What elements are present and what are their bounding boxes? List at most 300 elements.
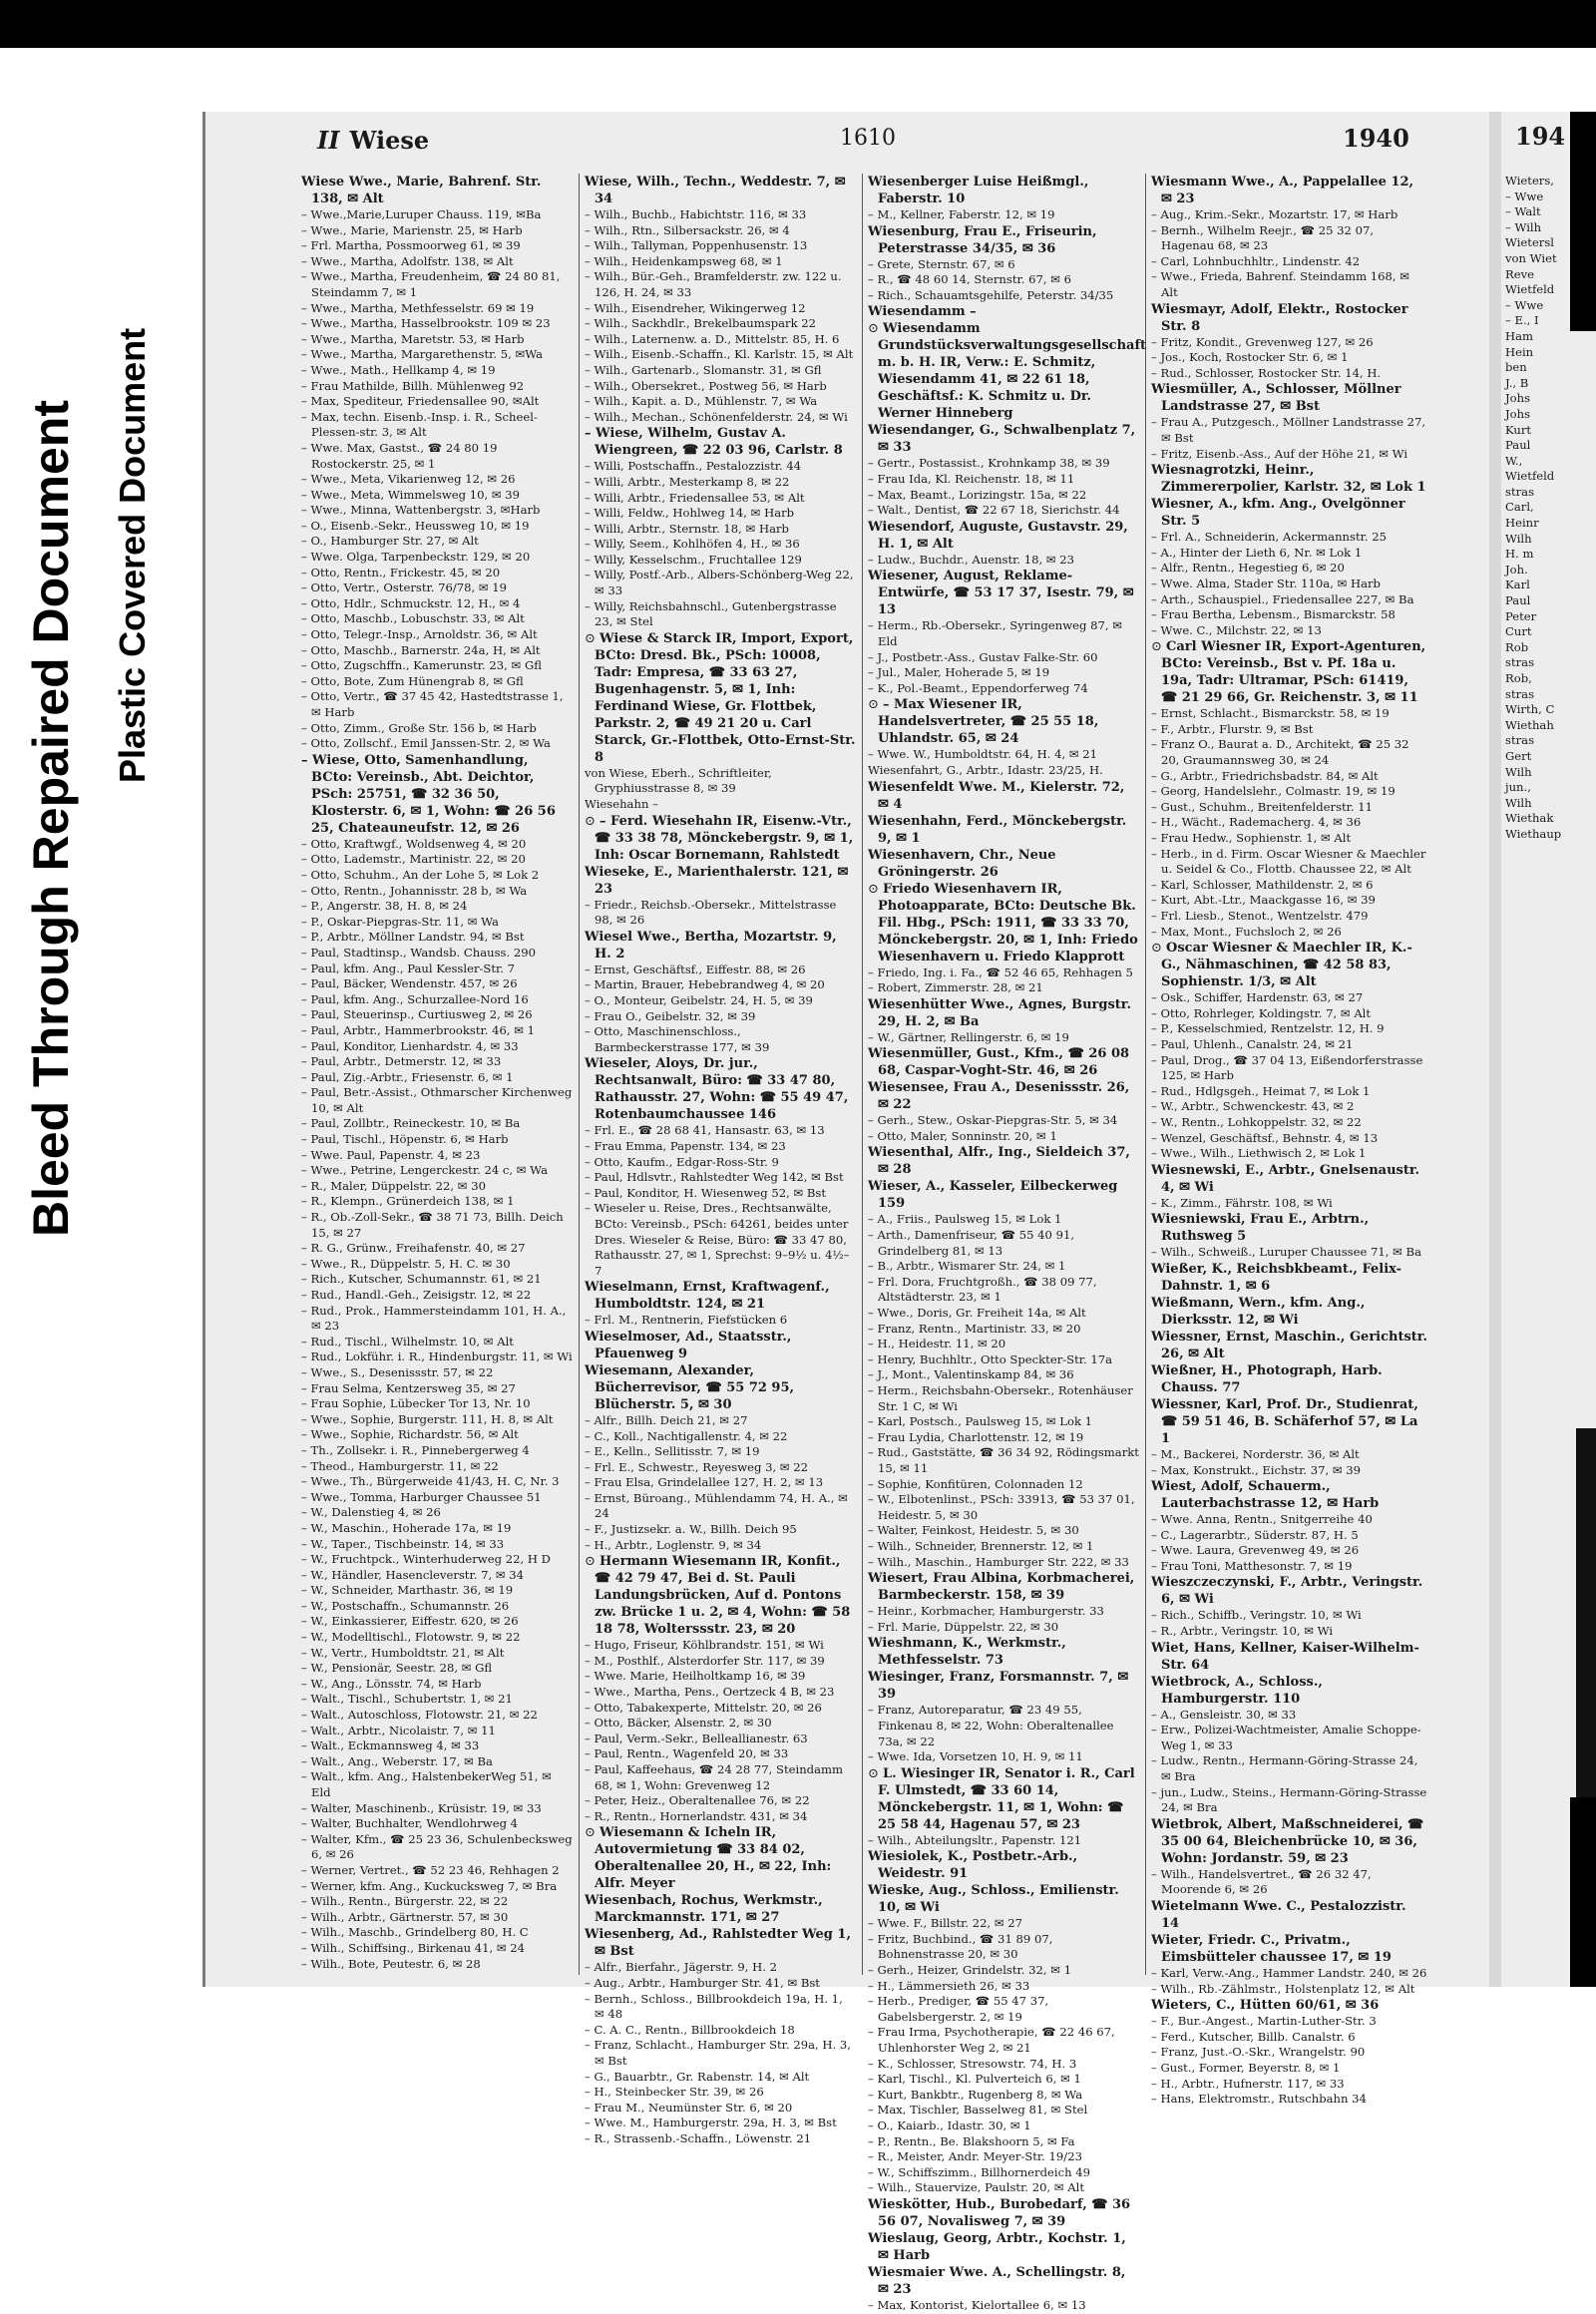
directory-entry: – Walt., Autoschloss, Flotowstr. 21, ✉ 22	[301, 1708, 538, 1723]
directory-entry: – Walter, Buchhalter, Wendlohrweg 4	[301, 1816, 519, 1831]
column-2	[585, 174, 856, 2145]
directory-entry: – Rich., Schauamtsgehilfe, Peterstr. 34/35	[868, 287, 1114, 302]
next-page-line: Carl,	[1505, 500, 1534, 515]
directory-entry: – Otto, Telegr.-Insp., Arnoldstr. 36, ✉ Alt	[301, 627, 538, 642]
directory-entry: – Wilh., Schneider, Brennerstr. 12, ✉ 1	[868, 1538, 1094, 1553]
directory-entry: Wiesehahn –	[585, 797, 658, 812]
directory-entry: – Heinr., Korbmacher, Hamburgerstr. 33	[868, 1604, 1104, 1619]
directory-entry: – Wilh., Maschin., Hamburger Str. 222, ✉ 33	[868, 1554, 1129, 1569]
directory-entry: – Georg, Handelslehr., Colmastr. 19, ✉ 19	[1151, 784, 1396, 799]
directory-entry: ⊙ Wiese & Starck IR, Import, Export, BCto: Dresd. Bk., PSch: 10008, Tadr: Empresa, ☎ 33 63 27, Bugenhagenstr. 5, ✉ 1, Inh: Ferdinand Wiese, Gr. Flottbek, Parkstr. 2, ☎ 49 21 20 u. Carl Starck, Gr.-Flottbek, Otto-Ernst-Str. 8	[585, 630, 856, 766]
directory-entry: – Frau Selma, Kentzersweg 35, ✉ 27	[301, 1380, 516, 1395]
next-page-line: Rob,	[1505, 671, 1532, 685]
directory-entry: – Rud., Tischl., Wilhelmstr. 10, ✉ Alt	[301, 1334, 514, 1349]
directory-entry: Wiesenburg, Frau E., Friseurin, Peterstrasse 34/35, ✉ 36	[868, 223, 1097, 256]
directory-entry: Wiesmayr, Adolf, Elektr., Rostocker Str. 8	[1151, 301, 1408, 334]
directory-entry: – Paul, Tischl., Höpenstr. 6, ✉ Harb	[301, 1132, 509, 1147]
directory-entry: – Kurt, Abt.-Ltr., Maackgasse 16, ✉ 39	[1151, 893, 1376, 908]
directory-entry: – Wwe. Ida, Vorsetzen 10, H. 9, ✉ 11	[868, 1749, 1083, 1764]
directory-entry: Wietbrock, A., Schloss., Hamburgerstr. 110	[1151, 1674, 1323, 1707]
column-rule	[579, 174, 580, 1975]
directory-entry: – Wwe., Th., Bürgerweide 41/43, H. C, Nr. 3	[301, 1474, 560, 1489]
directory-entry: Wiet, Hans, Kellner, Kaiser-Wilhelm-Str. 64	[1151, 1640, 1419, 1673]
directory-entry: – Alfr., Rentn., Hegestieg 6, ✉ 20	[1151, 561, 1345, 576]
directory-entry: Wietbrok, Albert, Maßschneiderei, ☎ 35 00 64, Bleichenbrücke 10, ✉ 36, Wohn: Jordanstr. 59, ✉ 23	[1151, 1816, 1424, 1866]
directory-entry: – jun., Ludw., Steins., Hermann-Göring-Strasse 24, ✉ Bra	[1151, 1784, 1427, 1815]
directory-entry: – Otto, Rentn., Frickestr. 45, ✉ 20	[301, 565, 501, 579]
directory-entry: – Wenzel, Geschäftsf., Behnstr. 4, ✉ 13	[1151, 1130, 1379, 1145]
directory-entry: – Fritz, Kondit., Grevenweg 127, ✉ 26	[1151, 334, 1374, 349]
directory-entry: – Paul, Bäcker, Wendenstr. 457, ✉ 26	[301, 976, 518, 991]
directory-entry: Wiesmüller, A., Schlosser, Möllner Landstrasse 27, ✉ Bst	[1151, 382, 1401, 415]
directory-entry: – Wilh., Schweiß., Luruper Chaussee 71, ✉ Ba	[1151, 1245, 1421, 1260]
directory-entry: – H., Wächt., Rademacherg. 4, ✉ 36	[1151, 815, 1362, 830]
directory-entry: – W., Ang., Lönsstr. 74, ✉ Harb	[301, 1676, 482, 1691]
directory-entry: – Arth., Damenfriseur, ☎ 55 40 91, Grindelberg 81, ✉ 13	[868, 1228, 1075, 1258]
directory-entry: – Wwe.,Marie,Luruper Chauss. 119, ✉Ba	[301, 207, 542, 221]
directory-entry: – Wwe. M., Hamburgerstr. 29a, H. 3, ✉ Bst	[585, 2116, 837, 2130]
directory-entry: – Otto, Lademstr., Martinistr. 22, ✉ 20	[301, 852, 526, 867]
next-page-line: Wietersl	[1505, 235, 1555, 250]
next-page-line: stras	[1505, 733, 1535, 748]
directory-entry: – Franz, Autoreparatur, ☎ 23 49 55, Finkenau 8, ✉ 22, Wohn: Oberaltenallee 73a, ✉ 22	[868, 1703, 1114, 1748]
directory-entry: – Otto, Schuhm., An der Lohe 5, ✉ Lok 2	[301, 867, 540, 882]
directory-entry: – Wwe., Martha, Maretstr. 53, ✉ Harb	[301, 331, 525, 346]
directory-entry: – W., Vertr., Humboldtstr. 21, ✉ Alt	[301, 1645, 505, 1660]
next-page-header: 194	[1515, 122, 1566, 151]
directory-entry: – Willy, Postf.-Arb., Albers-Schönberg-Weg 22, ✉ 33	[585, 568, 854, 598]
next-page-line: stras	[1505, 484, 1535, 499]
directory-entry: – Paul, Betr.-Assist., Othmarscher Kirchenweg 10, ✉ Alt	[301, 1085, 573, 1115]
directory-entry: – Wwe. Paul, Papenstr. 4, ✉ 23	[301, 1147, 481, 1162]
directory-entry: – Gust., Schuhm., Breitenfelderstr. 11	[1151, 799, 1374, 814]
page-header	[205, 126, 1492, 160]
directory-entry: – Peter, Heiz., Oberaltenallee 76, ✉ 22	[585, 1793, 810, 1808]
directory-entry: – P., Angerstr. 38, H. 8, ✉ 24	[301, 899, 468, 914]
next-page-line: Gert	[1505, 748, 1532, 763]
directory-entry: – Wilh., Rtn., Silbersackstr. 26, ✉ 4	[585, 222, 790, 237]
directory-entry: – Karl, Verw.-Ang., Hammer Landstr. 240, ✉ 26	[1151, 1966, 1427, 1980]
directory-entry: Wiesel Wwe., Bertha, Mozartstr. 9, H. 2	[585, 929, 837, 962]
directory-entry: – H., Steinbecker Str. 39, ✉ 26	[585, 2085, 764, 2100]
directory-entry: Wiesner, A., kfm. Ang., Ovelgönner Str. 5	[1151, 497, 1405, 530]
directory-entry: – C. A. C., Rentn., Billbrookdeich 18	[585, 2022, 795, 2037]
directory-entry: Wietelmann Wwe. C., Pestalozzistr. 14	[1151, 1899, 1406, 1931]
directory-entry: – Frau Mathilde, Billh. Mühlenweg 92	[301, 378, 525, 393]
page-gutter	[1489, 112, 1501, 1987]
directory-entry: – Wilh., Rb.-Zählmstr., Holstenplatz 12, ✉ Alt	[1151, 1981, 1415, 1996]
next-page-line: W.,	[1505, 453, 1523, 468]
directory-entry: – Wwe., Meta, Vikarienweg 12, ✉ 26	[301, 472, 516, 487]
directory-entry: – Otto, Maschb., Lobuschstr. 33, ✉ Alt	[301, 611, 525, 626]
directory-entry: – R. G., Grünw., Freihafenstr. 40, ✉ 27	[301, 1241, 526, 1256]
directory-entry: – Alfr., Billh. Deich 21, ✉ 27	[585, 1412, 748, 1427]
directory-entry: – Fritz, Buchbind., ☎ 31 89 07, Bohnenstrasse 20, ✉ 30	[868, 1931, 1053, 1962]
directory-entry: – Rich., Schiffb., Veringstr. 10, ✉ Wi	[1151, 1608, 1362, 1623]
directory-entry: – Karl, Postsch., Paulsweg 15, ✉ Lok 1	[868, 1414, 1093, 1429]
directory-entry: – Bernh., Wilhelm Reejr., ☎ 25 32 07, Hagenau 68, ✉ 23	[1151, 222, 1375, 253]
directory-entry: – W., Maschin., Hoherade 17a, ✉ 19	[301, 1520, 512, 1535]
directory-entry: – M., Backerei, Norderstr. 36, ✉ Alt	[1151, 1446, 1360, 1461]
directory-entry: – Wwe. Olga, Tarpenbeckstr. 129, ✉ 20	[301, 550, 531, 565]
directory-entry: – Paul, Drog., ☎ 37 04 13, Eißendorferstrasse 125, ✉ Harb	[1151, 1052, 1423, 1083]
directory-entry: – K., Pol.-Beamt., Eppendorferweg 74	[868, 680, 1088, 695]
directory-entry: – Wilh., Buchb., Habichtstr. 116, ✉ 33	[585, 207, 807, 221]
directory-entry: – Wwe., Math., Hellkamp 4, ✉ 19	[301, 362, 496, 377]
directory-entry: – F., Justizsekr. a. W., Billh. Deich 95	[585, 1522, 797, 1537]
directory-page	[202, 112, 1492, 2312]
directory-entry: – Wwe. C., Milchstr. 22, ✉ 13	[1151, 622, 1322, 637]
directory-entry: – P., Oskar-Piepgras-Str. 11, ✉ Wa	[301, 914, 499, 929]
next-page-line: ben	[1505, 360, 1527, 375]
directory-entry: – Karl, Schlosser, Mathildenstr. 2, ✉ 6	[1151, 877, 1374, 892]
next-page-line: Paul	[1505, 438, 1531, 453]
directory-entry: – Wwe. Alma, Stader Str. 110a, ✉ Harb	[1151, 576, 1381, 590]
directory-entry: – Frl. A., Schneiderin, Ackermannstr. 25	[1151, 530, 1388, 545]
directory-entry: Wiesemann, Alexander, Bücherrevisor, ☎ 55 72 95, Blücherstr. 5, ✉ 30	[585, 1362, 795, 1412]
directory-entry: – Walt., Eckmannsweg 4, ✉ 33	[301, 1738, 480, 1753]
directory-entry: – Wwe. Anna, Rentn., Snitgerreihe 40	[1151, 1512, 1373, 1527]
directory-entry: – Sophie, Konfitüren, Colonnaden 12	[868, 1476, 1083, 1491]
directory-entry: Wiesenberg, Ad., Rahlstedter Weg 1, ✉ Bst	[585, 1927, 851, 1960]
directory-entry: Wiesenhahn, Ferd., Mönckebergstr. 9, ✉ 1	[868, 813, 1127, 846]
directory-entry: – Paul, Verm.-Sekr., Belleallianestr. 63	[585, 1731, 808, 1745]
directory-entry: Wiesnagrotzki, Heinr., Zimmererpolier, Karlstr. 32, ✉ Lok 1	[1151, 463, 1426, 496]
directory-entry: – O., Kaiarb., Idastr. 30, ✉ 1	[868, 2119, 1031, 2132]
directory-entry: – Willi, Arbtr., Mesterkamp 8, ✉ 22	[585, 474, 790, 489]
header-year: 1940	[1343, 124, 1409, 153]
directory-entry: – W., Dalenstieg 4, ✉ 26	[301, 1505, 441, 1520]
directory-entry: – Otto, Zollschf., Emil Janssen-Str. 2, ✉ Wa	[301, 736, 551, 751]
directory-entry: – Frl. Liesb., Stenot., Wentzelstr. 479	[1151, 909, 1369, 923]
directory-entry: – B., Arbtr., Wismarer Str. 24, ✉ 1	[868, 1259, 1066, 1274]
directory-entry: – Ernst, Büroang., Mühlendamm 74, H. A., ✉ 24	[585, 1490, 848, 1521]
scan-edge-shadow	[1570, 112, 1596, 331]
directory-entry: – Wilh., Tallyman, Poppenhusenstr. 13	[585, 238, 808, 253]
directory-entry: – Paul, Steuerinsp., Curtiusweg 2, ✉ 26	[301, 1007, 533, 1022]
directory-entry: – W., Arbtr., Schwenckestr. 43, ✉ 2	[1151, 1099, 1355, 1114]
directory-entry: – Wilh., Heidenkampsweg 68, ✉ 1	[585, 253, 783, 268]
directory-entry: – H., Arbtr., Hufnerstr. 117, ✉ 33	[1151, 2076, 1345, 2091]
directory-entry: von Wiese, Eberh., Schriftleiter, Gryphiusstrasse 8, ✉ 39	[585, 765, 772, 796]
directory-entry: – Ferd., Kutscher, Billb. Canalstr. 6	[1151, 2029, 1356, 2044]
next-page-line: stras	[1505, 655, 1535, 670]
directory-entry: ⊙ Hermann Wiesemann IR, Konfit., ☎ 42 79 47, Bei d. St. Pauli Landungsbrücken, Auf d. Pontons zw. Brücke 1 u. 2, ✉ 4, Wohn: ☎ 58 18 78, Wolterssstr. 23, ✉ 20	[585, 1553, 856, 1638]
directory-entry: – Wwe., Sophie, Burgerstr. 111, H. 8, ✉ Alt	[301, 1411, 554, 1426]
page-number: 1610	[840, 126, 896, 151]
directory-entry: – R., Klempn., Grünerdeich 138, ✉ 1	[301, 1194, 515, 1209]
directory-entry: – Wilh., Obersekret., Postweg 56, ✉ Harb	[585, 378, 827, 393]
directory-entry: – Wieseler u. Reise, Dres., Rechtsanwälte, BCto: Vereinsb., PSch: 64261, beides unter Dres. Wieseler & Reise, Büro: ☎ 33 47 80, Rathausstr. 27, ✉ 1, Sprechst: 9–9½ u. 4½–7	[585, 1201, 850, 1278]
directory-entry: – Wilh., Schiffsing., Birkenau 41, ✉ 24	[301, 1940, 526, 1955]
directory-entry: Wieskötter, Hub., Burobedarf, ☎ 36 56 07, Novalisweg 7, ✉ 39	[868, 2196, 1131, 2229]
directory-entry: Wiesenthal, Alfr., Ing., Sieldeich 37, ✉ 28	[868, 1145, 1130, 1178]
next-page-line: Wietfeld	[1505, 282, 1555, 297]
directory-entry: – Wwe. Laura, Grevenweg 49, ✉ 26	[1151, 1543, 1360, 1558]
directory-entry: – Wiese, Wilhelm, Gustav A. Wiengreen, ☎ 22 03 96, Carlstr. 8	[585, 426, 843, 459]
directory-entry: Wiesenfahrt, G., Arbtr., Idastr. 23/25, H.	[868, 762, 1103, 777]
directory-entry: – Walt., Arbtr., Nicolaistr. 7, ✉ 11	[301, 1723, 496, 1737]
directory-entry: – Grete, Sternstr. 67, ✉ 6	[868, 256, 1015, 271]
directory-entry: – Wilh., Handelsvertret., ☎ 26 32 47, Moorende 6, ✉ 26	[1151, 1866, 1372, 1897]
directory-entry: – Otto, Rentn., Johannisstr. 28 b, ✉ Wa	[301, 883, 528, 898]
directory-entry: – O., Eisenb.-Sekr., Heussweg 10, ✉ 19	[301, 518, 530, 533]
directory-entry: – H., Heidestr. 11, ✉ 20	[868, 1337, 1006, 1351]
directory-entry: – Herb., Prediger, ☎ 55 47 37, Gabelsbergerstr. 2, ✉ 19	[868, 1994, 1049, 2024]
directory-entry: Wiese, Wilh., Techn., Weddestr. 7, ✉ 34	[585, 175, 846, 206]
directory-entry: – Wwe. W., Humboldtstr. 64, H. 4, ✉ 21	[868, 747, 1098, 762]
directory-entry: – Willy, Reichsbahnschl., Gutenbergstrasse 23, ✉ Stel	[585, 598, 837, 629]
directory-entry: Wiesiolek, K., Postbetr.-Arb., Weidestr. 91	[868, 1849, 1078, 1882]
directory-entry: – Frau A., Putzgesch., Möllner Landstrasse 27, ✉ Bst	[1151, 415, 1426, 445]
directory-entry: Wieselmann, Ernst, Kraftwagenf., Humboldtstr. 124, ✉ 21	[585, 1280, 830, 1313]
directory-entry: – Hugo, Friseur, Köhlbrandstr. 151, ✉ Wi	[585, 1638, 824, 1653]
directory-entry: – W., Gärtner, Rellingerstr. 6, ✉ 19	[868, 1029, 1069, 1044]
directory-entry: – Alfr., Bierfahr., Jägerstr. 9, H. 2	[585, 1960, 778, 1975]
directory-entry: – Wwe., Minna, Wattenbergstr. 3, ✉Harb	[301, 503, 541, 518]
directory-entry: ⊙ Wiesemann & Icheln IR, Autovermietung ☎ 33 84 02, Oberaltenallee 20, H., ✉ 22, Inh: Alfr. Meyer	[585, 1824, 856, 1892]
directory-entry: – H., Lämmersieth 26, ✉ 33	[868, 1978, 1030, 1993]
directory-entry: – Jul., Maler, Hoherade 5, ✉ 19	[868, 665, 1050, 680]
directory-entry: – Frau Bertha, Lebensm., Bismarckstr. 58	[1151, 607, 1396, 622]
directory-entry: – Wwe., Martha, Methfesselstr. 69 ✉ 19	[301, 300, 535, 315]
column-rule	[1145, 174, 1146, 1975]
directory-entry: – W., Taper., Tischbeinstr. 14, ✉ 33	[301, 1536, 505, 1551]
directory-entry: – M., Posthlf., Alsterdorfer Str. 117, ✉ 39	[585, 1653, 825, 1668]
directory-entry: – Hans, Elektromstr., Rutschbahn 34	[1151, 2092, 1367, 2107]
directory-entry: – A., Friis., Paulsweg 15, ✉ Lok 1	[868, 1212, 1062, 1227]
next-page-line: Rob	[1505, 639, 1529, 654]
directory-entry: – Franz O., Baurat a. D., Architekt, ☎ 25 32 20, Graumannsweg 30, ✉ 24	[1151, 737, 1409, 768]
directory-entry: – Paul, Konditor, Lienhardstr. 4, ✉ 33	[301, 1038, 519, 1053]
directory-entry: – R., Arbtr., Veringstr. 10, ✉ Wi	[1151, 1624, 1334, 1639]
directory-entry: Wiesenfeldt Wwe. M., Kielerstr. 72, ✉ 4	[868, 779, 1125, 812]
side-label-main: Bleed Through Repaired Document	[23, 400, 79, 1237]
directory-entry: Wiesmaier Wwe. A., Schellingstr. 8, ✉ 23	[868, 2264, 1126, 2297]
directory-entry: – Theod., Hamburgerstr. 11, ✉ 22	[301, 1458, 499, 1473]
next-page-line: Wietfeld	[1505, 469, 1555, 484]
directory-entry: – Otto, Kraftwgf., Woldsenweg 4, ✉ 20	[301, 836, 527, 851]
directory-entry: – Wilh., Abteilungsltr., Papenstr. 121	[868, 1832, 1082, 1847]
directory-entry: – W., Schiffszimm., Billhornerdeich 49	[868, 2164, 1090, 2179]
next-page-line: – Wwe	[1505, 297, 1544, 312]
directory-entry: – Wilh., Rentn., Bürgerstr. 22, ✉ 22	[301, 1894, 509, 1909]
directory-entry: – Wilh., Eisendreher, Wikingerweg 12	[585, 300, 806, 315]
directory-entry: – Gerh., Stew., Oskar-Piepgras-Str. 5, ✉ 34	[868, 1113, 1118, 1128]
directory-entry: – Th., Zollsekr. i. R., Pinnebergerweg 4	[301, 1442, 530, 1457]
directory-entry: – Wwe. Max, Gastst., ☎ 24 80 19 Rostockerstr. 25, ✉ 1	[301, 440, 498, 471]
next-page-line: Wirth, C	[1505, 702, 1555, 717]
directory-entry: – Franz, Just.-O.-Skr., Wrangelstr. 90	[1151, 2045, 1366, 2060]
directory-entry: – F., Arbtr., Flurstr. 9, ✉ Bst	[1151, 721, 1314, 736]
directory-entry: – Wwe., Wilh., Liethwisch 2, ✉ Lok 1	[1151, 1146, 1367, 1161]
next-page-line: – E., I	[1505, 313, 1539, 328]
directory-entry: – Paul, kfm. Ang., Paul Kessler-Str. 7	[301, 961, 516, 975]
directory-entry: – P., Arbtr., Möllner Landstr. 94, ✉ Bst	[301, 930, 525, 945]
directory-entry: – Walter, Maschinenb., Krüsistr. 19, ✉ 33	[301, 1800, 542, 1815]
directory-entry: – Wilh., Arbtr., Gärtnerstr. 57, ✉ 30	[301, 1909, 509, 1924]
directory-entry: – W., Rentn., Lohkoppelstr. 32, ✉ 22	[1151, 1114, 1362, 1129]
directory-entry: – Ernst, Schlacht., Bismarckstr. 58, ✉ 19	[1151, 706, 1390, 721]
directory-entry: – Otto, Kaufm., Edgar-Ross-Str. 9	[585, 1154, 779, 1169]
directory-entry: – Paul, Hdlsvtr., Rahlstedter Weg 142, ✉ Bst	[585, 1170, 844, 1185]
directory-entry: – Henry, Buchhltr., Otto Speckter-Str. 17a	[868, 1351, 1113, 1366]
directory-entry: – Frl. E., Schwestr., Reyesweg 3, ✉ 22	[585, 1459, 809, 1474]
directory-entry: – Werner, Vertret., ☎ 52 23 46, Rehhagen 2	[301, 1862, 560, 1877]
directory-entry: – Frau Ida, Kl. Reichenstr. 18, ✉ 11	[868, 471, 1075, 486]
directory-entry: – Paul, kfm. Ang., Schurzallee-Nord 16	[301, 991, 529, 1006]
directory-entry: – Karl, Tischl., Kl. Pulverteich 6, ✉ 1	[868, 2072, 1081, 2087]
directory-entry: Wiesenhütter Wwe., Agnes, Burgstr. 29, H. 2, ✉ Ba	[868, 996, 1131, 1029]
directory-entry: – Erw., Polizei-Wachtmeister, Amalie Schoppe-Weg 1, ✉ 33	[1151, 1723, 1421, 1752]
directory-entry: – Otto, Maschb., Barnerstr. 24a, H, ✉ Alt	[301, 642, 541, 657]
next-page-line: stras	[1505, 686, 1535, 701]
column-4	[1151, 174, 1428, 2107]
directory-entry: – W., Postschaffn., Schumannstr. 26	[301, 1598, 510, 1613]
directory-entry: – Paul, Kaffeehaus, ☎ 24 28 77, Steindamm 68, ✉ 1, Wohn: Grevenweg 12	[585, 1762, 844, 1792]
directory-entry: – R., Ob.-Zoll-Sekr., ☎ 38 71 73, Billh. Deich 15, ✉ 27	[301, 1210, 564, 1240]
directory-entry: – Paul, Arbtr., Detmerstr. 12, ✉ 33	[301, 1054, 502, 1069]
directory-entry: – P., Kesselschmied, Rentzelstr. 12, H. 9	[1151, 1021, 1385, 1036]
directory-entry: – A., Hinter der Lieth 6, Nr. ✉ Lok 1	[1151, 545, 1363, 560]
directory-entry: – Walt., Ang., Weberstr. 17, ✉ Ba	[301, 1753, 493, 1768]
directory-entry: – Robert, Zimmerstr. 28, ✉ 21	[868, 980, 1043, 995]
directory-entry: – Osk., Schiffer, Hardenstr. 63, ✉ 27	[1151, 990, 1364, 1005]
directory-entry: – Frau Sophie, Lübecker Tor 13, Nr. 10	[301, 1396, 531, 1411]
directory-entry: – Ernst, Geschäftsf., Eiffestr. 88, ✉ 26	[585, 962, 806, 976]
directory-entry: Wießer, K., Reichsbkbeamt., Felix-Dahnstr. 1, ✉ 6	[1151, 1261, 1402, 1294]
directory-entry: – Wwe., Frieda, Bahrenf. Steindamm 168, ✉ Alt	[1151, 269, 1409, 299]
directory-entry: – Wwe., S., Desenissstr. 57, ✉ 22	[301, 1364, 494, 1379]
column-1	[301, 174, 573, 1977]
directory-entry: – Frau M., Neumünster Str. 6, ✉ 20	[585, 2100, 793, 2115]
next-page-line: Wilh	[1505, 531, 1532, 546]
directory-entry: – Wilh., Maschb., Grindelberg 80, H. C	[301, 1925, 529, 1940]
next-page-line: Paul	[1505, 593, 1531, 608]
directory-entry: – Wwe., Petrine, Lengerckestr. 24 c, ✉ Wa	[301, 1163, 548, 1178]
directory-entry: – W., Modelltischl., Flotowstr. 9, ✉ 22	[301, 1630, 521, 1645]
directory-entry: – H., Arbtr., Loglenstr. 9, ✉ 34	[585, 1537, 762, 1552]
directory-entry: – Otto, Rohrleger, Koldingstr. 7, ✉ Alt	[1151, 1005, 1372, 1020]
directory-entry: – Rud., Lokführ. i. R., Hindenburgstr. 11, ✉ Wi	[301, 1350, 573, 1364]
directory-entry: – Wilh., Laternenw. a. D., Mittelstr. 85, H. 6	[585, 331, 840, 346]
directory-entry: – Gertr., Postassist., Krohnkamp 38, ✉ 39	[868, 456, 1110, 471]
directory-entry: – Otto, Vertr., Osterstr. 76/78, ✉ 19	[301, 580, 508, 595]
directory-entry: – Walt., kfm. Ang., HalstenbekerWeg 51, ✉ Eld	[301, 1769, 552, 1799]
directory-entry: – P., Rentn., Be. Blakshoorn 5, ✉ Fa	[868, 2133, 1075, 2148]
directory-entry: – Wwe., Martha, Freudenheim, ☎ 24 80 81, Steindamm 7, ✉ 1	[301, 269, 561, 299]
directory-entry: – Rud., Handl.-Geh., Zeisigstr. 12, ✉ 22	[301, 1288, 532, 1302]
next-page-line: Karl	[1505, 578, 1530, 592]
directory-entry: Wieske, Aug., Schloss., Emilienstr. 10, ✉ Wi	[868, 1883, 1119, 1916]
directory-entry: – Frl. Martha, Possmoorweg 61, ✉ 39	[301, 238, 521, 253]
directory-entry: Wieszczeczynski, F., Arbtr., Veringstr. 6, ✉ Wi	[1151, 1575, 1423, 1608]
directory-entry: Wiesensee, Frau A., Desenissstr. 26, ✉ 22	[868, 1080, 1130, 1113]
directory-entry: – Gust., Former, Beyerstr. 8, ✉ 1	[1151, 2060, 1341, 2075]
directory-entry: – Wwe., Doris, Gr. Freiheit 14a, ✉ Alt	[868, 1306, 1086, 1321]
directory-entry: – Wwe., Sophie, Richardstr. 56, ✉ Alt	[301, 1427, 519, 1442]
directory-entry: Wiesendamm –	[868, 304, 977, 320]
directory-entry: ⊙ – Max Wiesener IR, Handelsvertreter, ☎ 25 55 18, Uhlandstr. 65, ✉ 24	[868, 696, 1139, 747]
directory-entry: – Frau Hedw., Sophienstr. 1, ✉ Alt	[1151, 831, 1352, 846]
next-page-line: J., B	[1505, 375, 1529, 390]
directory-entry: – Friedo, Ing. i. Fa., ☎ 52 46 65, Rehhagen 5	[868, 964, 1133, 979]
next-page-line: von Wiet	[1505, 250, 1557, 265]
directory-entry: – K., Zimm., Fährstr. 108, ✉ Wi	[1151, 1195, 1333, 1210]
directory-entry: – Frau Lydia, Charlottenstr. 12, ✉ 19	[868, 1429, 1084, 1444]
directory-entry: – Friedr., Reichsb.-Obersekr., Mittelstrasse 98, ✉ 26	[585, 897, 837, 928]
next-page-line: – Wwe	[1505, 189, 1544, 203]
directory-entry: ⊙ L. Wiesinger IR, Senator i. R., Carl F. Ulmstedt, ☎ 33 60 14, Mönckebergstr. 11, ✉ 1, Wohn: ☎ 25 58 44, Hagenau 57, ✉ 23	[868, 1765, 1139, 1833]
directory-entry: – Paul, Stadtinsp., Wandsb. Chauss. 290	[301, 945, 536, 960]
directory-entry: – Herb., in d. Firm. Oscar Wiesner & Maechler u. Seidel & Co., Flottb. Chaussee 22, ✉ Alt	[1151, 846, 1426, 877]
directory-entry: Wieters, C., Hütten 60/61, ✉ 36	[1151, 1998, 1380, 2014]
directory-entry: Wiesenmüller, Gust., Kfm., ☎ 26 08 68, Caspar-Voght-Str. 46, ✉ 26	[868, 1046, 1130, 1079]
directory-entry: – Otto, Vertr., ☎ 37 45 42, Hastedtstrasse 1, ✉ Harb	[301, 689, 564, 719]
directory-entry: – F., Bur.-Angest., Martin-Luther-Str. 3	[1151, 2014, 1377, 2029]
next-page-line: Hein	[1505, 344, 1534, 359]
directory-entry: Wiesendorf, Auguste, Gustavstr. 29, H. 1, ✉ Alt	[868, 519, 1128, 552]
next-page-line: Wilh	[1505, 795, 1532, 810]
directory-entry: – Frau Elsa, Grindelallee 127, H. 2, ✉ 13	[585, 1475, 824, 1490]
directory-entry: – C., Lagerarbtr., Süderstr. 87, H. 5	[1151, 1527, 1359, 1542]
directory-entry: – R., Rentn., Hornerlandstr. 431, ✉ 34	[585, 1808, 808, 1823]
directory-entry: – J., Mont., Valentinskamp 84, ✉ 36	[868, 1367, 1074, 1382]
directory-entry: – Wwe., Meta, Wimmelsweg 10, ✉ 39	[301, 487, 521, 502]
directory-entry: – W., Fruchtpck., Winterhuderweg 22, H D	[301, 1552, 551, 1567]
scan-edge-shadow	[1570, 1797, 1596, 1987]
directory-entry: – Kurt, Bankbtr., Rugenberg 8, ✉ Wa	[868, 2087, 1083, 2102]
directory-entry: – W., Schneider, Marthastr. 36, ✉ 19	[301, 1583, 514, 1598]
next-page-line: Heinr	[1505, 516, 1539, 531]
directory-entry: ⊙ Oscar Wiesner & Maechler IR, K.-G., Nähmaschinen, ☎ 42 58 83, Sophienstr. 1/3, ✉ Alt	[1151, 940, 1428, 990]
directory-entry: ⊙ Wiesendamm Grundstücksverwaltungsgesellschaft m. b. H. IR, Verw.: E. Schmitz, Wiesendamm 41, ✉ 22 61 18, Geschäftsf.: K. Schmitz u. Dr. Werner Hinneberg	[868, 320, 1139, 422]
directory-entry: – Otto, Maschinenschloss., Barmbeckerstrasse 177, ✉ 39	[585, 1024, 770, 1054]
directory-entry: – Paul, Zollbtr., Reineckestr. 10, ✉ Ba	[301, 1116, 521, 1131]
directory-entry: – Frl. M., Rentnerin, Fiefstücken 6	[585, 1313, 788, 1328]
directory-entry: Wiesenhavern, Chr., Neue Gröningerstr. 26	[868, 847, 1056, 880]
next-page-line: Johs	[1505, 406, 1531, 421]
directory-entry: – Otto, Maler, Sonninstr. 20, ✉ 1	[868, 1128, 1057, 1143]
directory-entry: – R., Meister, Andr. Meyer-Str. 19/23	[868, 2149, 1082, 2164]
directory-entry: Wiesnewski, E., Arbtr., Gnelsenaustr. 4, ✉ Wi	[1151, 1162, 1420, 1195]
directory-entry: – Wwe., Martha, Margarethenstr. 5, ✉Wa	[301, 347, 544, 362]
directory-entry: – Paul, Rentn., Wagenfeld 20, ✉ 33	[585, 1746, 789, 1761]
directory-entry: – Wwe., R., Düppelstr. 5, H. C. ✉ 30	[301, 1256, 511, 1271]
directory-entry: – Willi, Arbtr., Sternstr. 18, ✉ Harb	[585, 521, 789, 536]
directory-entry: Wiesendanger, G., Schwalbenplatz 7, ✉ 33	[868, 423, 1136, 456]
column-rule	[862, 174, 863, 1975]
directory-entry: Wiesenberger Luise Heißmgl., Faberstr. 10	[868, 175, 1089, 206]
directory-entry: – W., Pensionär, Seestr. 28, ✉ Gfl	[301, 1661, 493, 1676]
directory-entry: – R., ☎ 48 60 14, Sternstr. 67, ✉ 6	[868, 272, 1072, 287]
directory-entry: Wießmann, Wern., kfm. Ang., Dierksstr. 12, ✉ Wi	[1151, 1295, 1366, 1328]
directory-entry: – Martin, Brauer, Hebebrandweg 4, ✉ 20	[585, 977, 825, 992]
directory-entry: – Wwe. F., Billstr. 22, ✉ 27	[868, 1916, 1023, 1931]
top-scan-edge	[0, 0, 1596, 48]
column-3	[868, 174, 1147, 2312]
directory-entry: – Aug., Krim.-Sekr., Mozartstr. 17, ✉ Harb	[1151, 207, 1398, 221]
directory-entry: – Max, techn. Eisenb.-Insp. i. R., Scheel-Plessen-str. 3, ✉ Alt	[301, 409, 538, 440]
next-page-line: Wiethak	[1505, 811, 1554, 826]
directory-entry: – Frl. E., ☎ 28 68 41, Hansastr. 63, ✉ 13	[585, 1123, 825, 1138]
directory-entry: – Wiese, Otto, Samenhandlung, BCto: Vereinsb., Abt. Deichtor, PSch: 25751, ☎ 32 36 50, Klosterstr. 6, ✉ 1, Wohn: ☎ 26 56 25, Chateauneufstr. 12, ✉ 26	[301, 752, 556, 836]
next-page-line: Curt	[1505, 624, 1532, 639]
directory-entry: – Herm., Reichsbahn-Obersekr., Rotenhäuser Str. 1 C, ✉ Wi	[868, 1383, 1133, 1413]
directory-entry: – Wilh., Kapit. a. D., Mühlenstr. 7, ✉ Wa	[585, 394, 818, 409]
directory-entry: – G., Arbtr., Friedrichsbadstr. 84, ✉ Alt	[1151, 768, 1379, 783]
directory-entry: – Wilh., Eisenb.-Schaffn., Kl. Karlstr. 15, ✉ Alt	[585, 347, 854, 362]
